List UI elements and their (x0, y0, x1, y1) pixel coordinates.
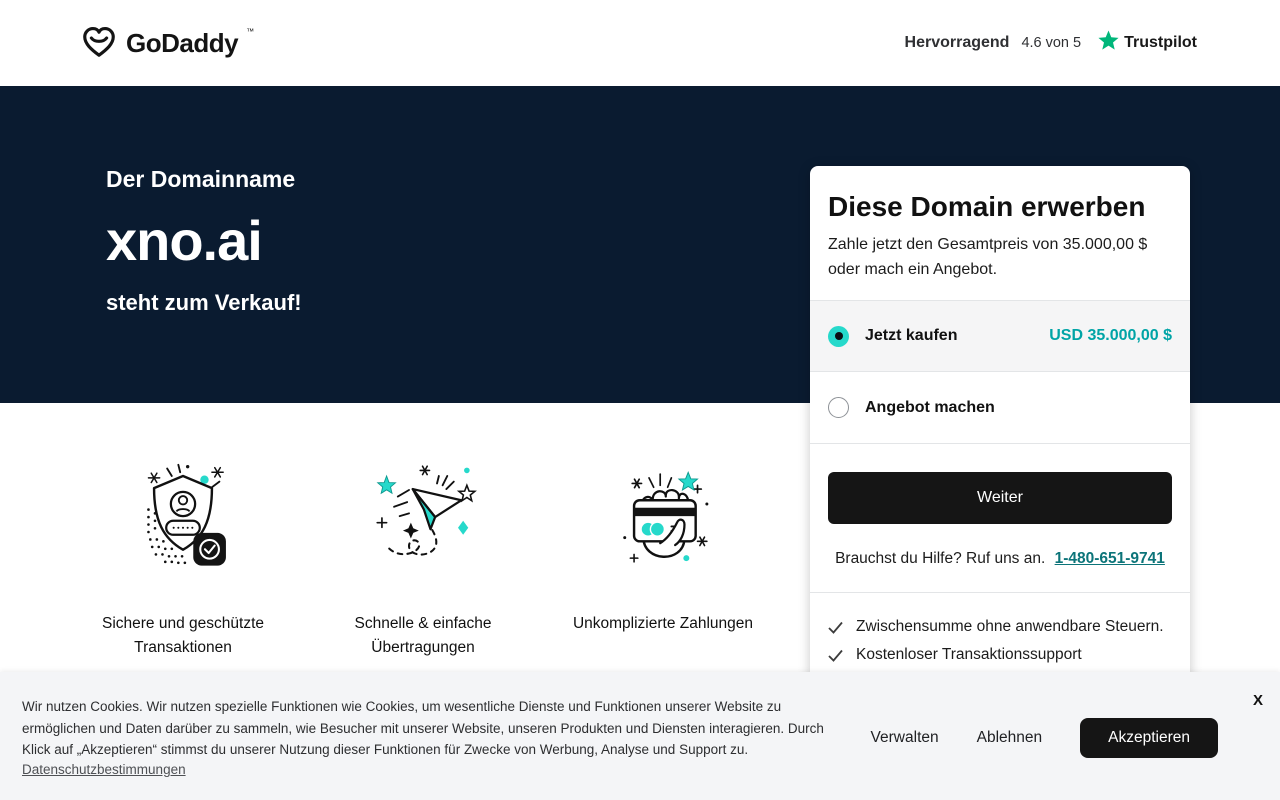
paper-plane-illustration-icon (353, 448, 493, 588)
purchase-card-subtitle: Zahle jetzt den Gesamtpreis von 35.000,00 $ oder mach ein Angebot. (828, 236, 1148, 278)
cookie-actions (871, 718, 1218, 758)
trustpilot-rating-value: 4.6 von 5 (1021, 35, 1082, 51)
help-text: Brauchst du Hilfe? Ruf uns an. (835, 550, 1046, 567)
option-buy-now[interactable] (810, 300, 1190, 372)
cookie-accept-button[interactable]: Akzeptieren (1080, 718, 1218, 758)
checklist-item-subtotal (828, 613, 1172, 641)
purchase-card-title: Diese Domain erwerben (828, 191, 1146, 222)
purchase-card (810, 166, 1190, 716)
trustpilot-logo (1097, 29, 1197, 57)
trustpilot-brand-name: Trustpilot (1124, 34, 1197, 51)
check-icon (828, 649, 843, 662)
option-make-offer-label: Angebot machen (865, 398, 995, 416)
option-buy-now-price: USD 35.000,00 $ (1049, 327, 1172, 344)
feature-easy-payments (543, 448, 783, 660)
radio-make-offer[interactable] (828, 397, 849, 418)
option-make-offer[interactable] (810, 372, 1190, 444)
option-buy-now-label: Jetzt kaufen (865, 327, 958, 344)
checklist-text: Zwischensumme ohne anwendbare Steuern. (856, 618, 1164, 635)
hero-intro-text: Der Domainname (106, 166, 296, 192)
header (0, 0, 1280, 86)
checklist-text: Kostenloser Transaktionssupport (856, 646, 1082, 663)
domain-name: xno.ai (106, 209, 262, 272)
help-line (820, 550, 1180, 568)
feature-fast-transfers (303, 448, 543, 660)
cookie-close-icon[interactable]: X (1252, 692, 1263, 709)
feature-label-secure: Sichere und geschützte Transaktionen (102, 615, 264, 656)
hand-payment-illustration-icon (593, 448, 733, 588)
privacy-policy-link[interactable]: Datenschutzbestimmungen (22, 762, 186, 777)
continue-button[interactable]: Weiter (828, 472, 1172, 524)
trustpilot-star-icon (1097, 29, 1120, 57)
trustpilot-widget[interactable] (905, 0, 1197, 86)
continue-button-wrap (810, 444, 1190, 524)
cookie-banner (0, 672, 1280, 800)
cookie-manage-button[interactable]: Verwalten (870, 729, 939, 746)
feature-label-payments: Unkomplizierte Zahlungen (572, 615, 754, 632)
godaddy-logo[interactable] (80, 23, 254, 63)
check-icon (828, 621, 843, 634)
phone-link[interactable]: 1-480-651-9741 (1054, 550, 1165, 567)
feature-secure-transactions (63, 448, 303, 660)
godaddy-heart-icon (80, 23, 118, 61)
checklist-item-support (828, 641, 1172, 669)
trademark-symbol: ™ (246, 27, 255, 36)
features-row (63, 448, 785, 660)
shield-check-illustration-icon (113, 448, 253, 588)
feature-label-transfers: Schnelle & einfache Übertragungen (354, 615, 492, 656)
godaddy-wordmark: GoDaddy (126, 28, 239, 58)
cookie-banner-text: Wir nutzen Cookies. Wir nutzen spezielle Funktionen wie Cookies, um wesentliche Dienste und Funktionen unserer Website zu ermöglichen und Daten darüber zu sammeln, wie Besucher mit unserer Website, unseren Produkten und Diensten interagieren. Durch Klick auf „Akzeptieren“ stimmst du unserer Nutzung dieser Funktionen für Zwecke von Werbung, Analyse und Support zu. (22, 699, 824, 757)
hero-copy (106, 164, 302, 318)
cookie-decline-button[interactable]: Ablehnen (976, 729, 1043, 746)
trustpilot-rating-label: Hervorragend (904, 34, 1010, 51)
radio-buy-now-selected[interactable] (828, 326, 849, 347)
hero-sale-text: steht zum Verkauf! (106, 290, 302, 315)
